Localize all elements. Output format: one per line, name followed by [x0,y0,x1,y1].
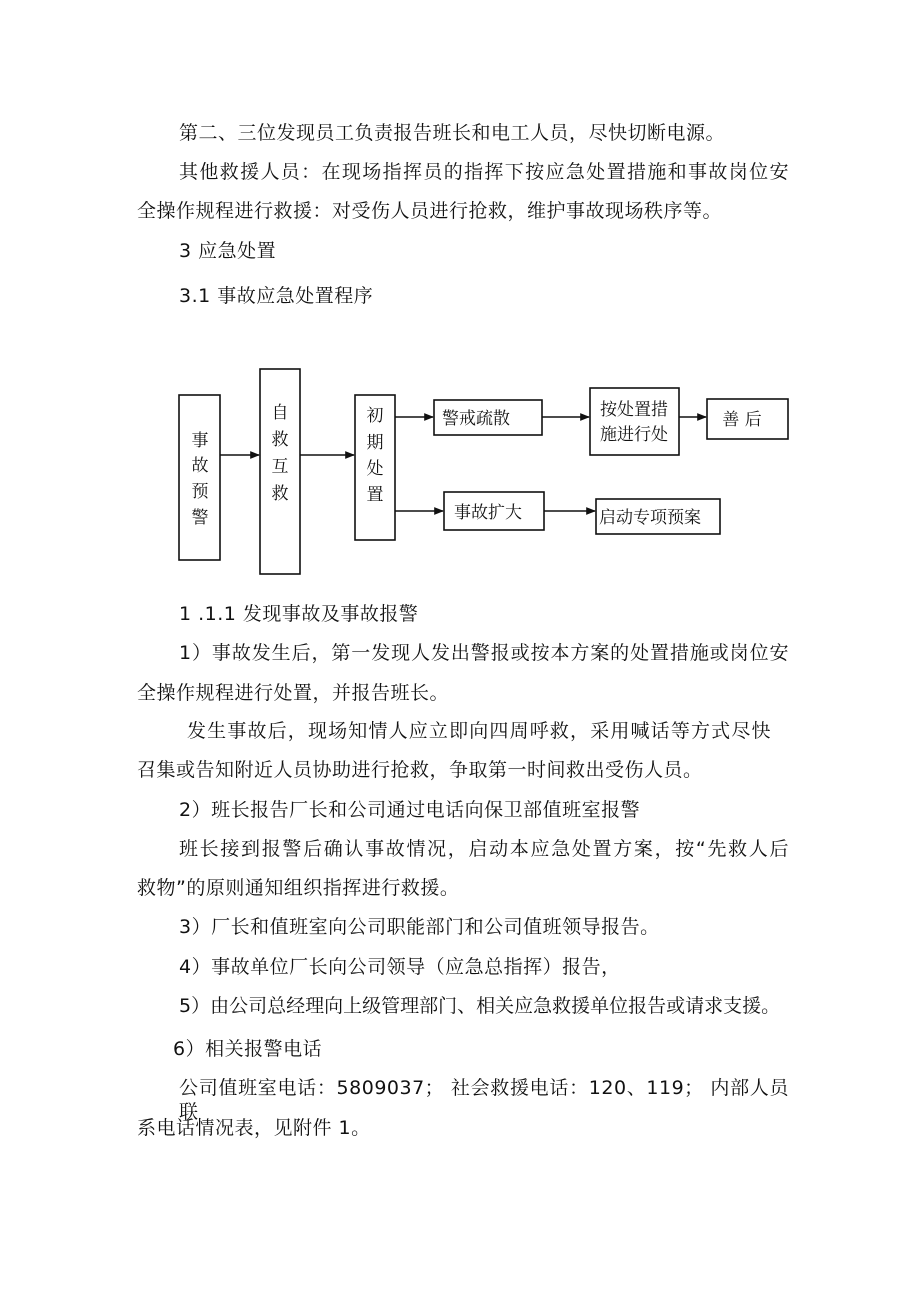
paragraph-line: 发生事故后，现场知情人应立即向四周呼救，采用喊话等方式尽快 [187,720,771,742]
paragraph-line: 4）事故单位厂长向公司领导（应急总指挥）报告， [179,956,621,978]
svg-text:事: 事 [191,431,209,451]
node-accident-escalation [444,492,544,530]
paragraph-line: 2）班长报告厂长和公司通过电话向保卫部值班室报警 [179,799,641,821]
paragraph-line: 6）相关报警电话 [173,1038,323,1060]
svg-text:自: 自 [271,403,289,423]
svg-text:事故扩大: 事故扩大 [454,503,522,523]
svg-text:启动专项预案: 启动专项预案 [599,508,701,528]
svg-text:故: 故 [191,456,209,476]
svg-text:处: 处 [366,459,384,479]
paragraph-line: 全操作规程进行处置，并报告班长。 [137,682,450,704]
svg-text:救: 救 [271,484,289,504]
paragraph-line: 救物”的原则通知组织指挥进行救援。 [137,877,460,899]
node-handle-by-measures [590,388,679,455]
svg-text:期: 期 [366,433,384,453]
node-evacuation [434,400,542,435]
node-accident-warning [179,395,220,560]
node-activate-special-plan [596,499,720,534]
subsection-heading: 3.1 事故应急处置程序 [179,285,374,307]
section-heading: 3 应急处置 [179,240,277,262]
paragraph-line: 全操作规程进行救援：对受伤人员进行抢救，维护事故现场秩序等。 [137,200,723,222]
paragraph-line: 1）事故发生后，第一发现人发出警报或按本方案的处置措施或岗位安 [179,642,789,664]
svg-text:按处置措: 按处置措 [600,400,668,420]
paragraph-line: 班长接到报警后确认事故情况，启动本应急处置方案，按“先救人后 [179,838,789,860]
paragraph-line: 其他救援人员：在现场指挥员的指挥下按应急处置措施和事故岗位安 [179,161,789,183]
paragraph-line: 3）厂长和值班室向公司职能部门和公司值班领导报告。 [179,916,660,938]
paragraph-line: 第二、三位发现员工负责报告班长和电工人员，尽快切断电源。 [179,122,726,144]
svg-text:预: 预 [191,482,209,502]
paragraph-line: 5）由公司总经理向上级管理部门、相关应急救援单位报告或请求支援。 [179,995,781,1017]
subsubsection-heading: 1 .1.1 发现事故及事故报警 [179,603,419,625]
svg-text:初: 初 [366,406,384,426]
svg-text:警: 警 [191,508,209,528]
node-initial-response [355,395,395,540]
node-aftermath [707,399,788,439]
svg-text:善 后: 善 后 [722,410,762,430]
svg-text:救: 救 [271,430,289,450]
paragraph-line: 召集或告知附近人员协助进行抢救，争取第一时间救出受伤人员。 [137,759,703,781]
svg-text:警戒疏散: 警戒疏散 [442,409,510,429]
svg-text:互: 互 [271,457,289,477]
svg-text:置: 置 [366,485,384,505]
node-self-rescue [260,369,300,574]
paragraph-line: 系电话情况表，见附件 1。 [137,1117,371,1139]
paragraph-line: 公司值班室电话：5809037； 社会救援电话：120、119； 内部人员联 [179,1077,789,1123]
svg-text:施进行处: 施进行处 [600,425,668,445]
